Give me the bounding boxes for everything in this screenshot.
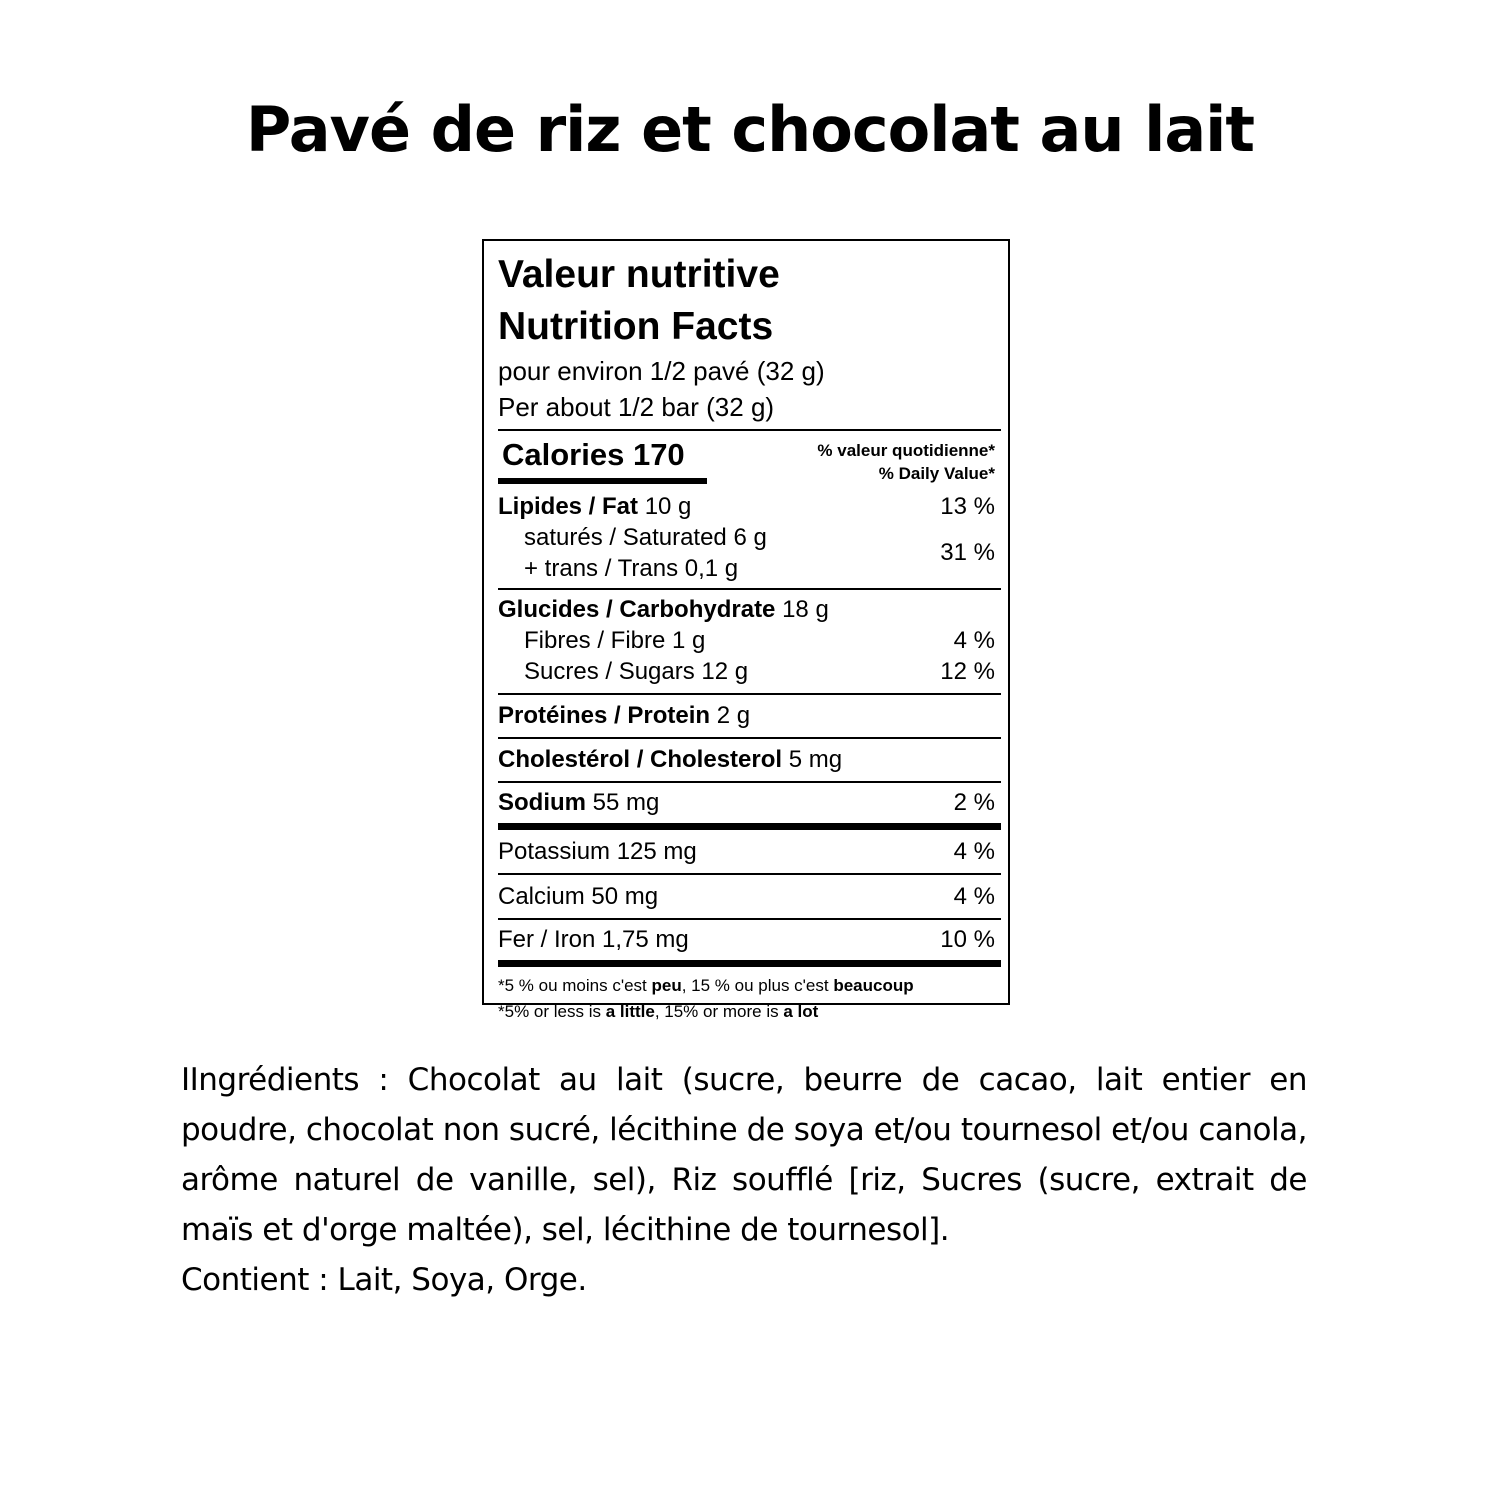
potassium-row <box>498 830 1001 873</box>
footnote-fr-text: , 15 % ou plus c'est <box>681 976 834 995</box>
sugars-dv: 12 % <box>940 658 995 685</box>
footnote-en-text: , 15% or more is <box>654 1002 784 1021</box>
saturated-row <box>498 522 1001 553</box>
sodium-label: Sodium <box>498 789 586 816</box>
iron-row <box>498 920 1001 960</box>
nutrition-heading-en: Nutrition Facts <box>498 305 774 348</box>
cholesterol-row <box>498 739 1001 781</box>
serving-size-fr: pour environ 1/2 pavé (32 g) <box>498 356 825 386</box>
calories-label: Calories 170 <box>502 437 685 472</box>
fibre-dv: 4 % <box>953 627 995 654</box>
nutrition-heading-fr: Valeur nutritive <box>498 253 780 296</box>
calcium-row <box>498 875 1001 918</box>
sugars-label: Sucres / Sugars 12 g <box>524 658 749 685</box>
allergens-text: Contient : Lait, Soya, Orge. <box>181 1262 587 1298</box>
fat-amount: 10 g <box>644 493 692 520</box>
footnote-fr-text: *5 % ou moins c'est <box>498 976 652 995</box>
divider <box>498 588 1001 590</box>
nutrition-facts-table <box>482 239 1010 1021</box>
protein-amount: 2 g <box>716 702 751 729</box>
sodium-row <box>498 783 1001 823</box>
footnote <box>498 967 1001 1025</box>
footnote-en <box>498 999 1001 1025</box>
potassium-label: Potassium 125 mg <box>498 838 697 865</box>
cholesterol-amount: 5 mg <box>788 746 843 773</box>
footnote-fr-bold: beaucoup <box>833 976 914 995</box>
iron-dv: 10 % <box>940 926 995 953</box>
daily-value-header <box>817 439 995 485</box>
divider-thick <box>498 960 1001 967</box>
sodium-dv: 2 % <box>953 789 995 816</box>
calcium-label: Calcium 50 mg <box>498 883 659 910</box>
fat-label: Lipides / Fat <box>498 493 639 520</box>
fibre-row <box>498 625 1001 656</box>
product-title: Pavé de riz et chocolat au lait <box>245 93 1255 166</box>
footnote-en-text: *5% or less is <box>498 1002 606 1021</box>
trans-row <box>498 539 1001 584</box>
daily-value-header-en: % Daily Value* <box>878 464 995 483</box>
fibre-label: Fibres / Fibre 1 g <box>524 627 706 654</box>
potassium-dv: 4 % <box>953 838 995 865</box>
fat-dv: 13 % <box>940 493 995 520</box>
calories-row <box>498 431 1001 493</box>
trans-label: + trans / Trans 0,1 g <box>524 555 739 582</box>
serving-size-en: Per about 1/2 bar (32 g) <box>498 392 775 422</box>
ingredients-text: IIngrédients : Chocolat au lait (sucre, beurre de cacao, lait entier en poudre, chocolat non sucré, lécithine de soya et/ou tournesol et/ou canola, arôme naturel de vanille, sel), Riz soufflé [riz, Sucres (sucre, extrait de maïs et d'orge maltée), sel, lécithine de tournesol]. <box>181 1062 1307 1248</box>
footnote-fr-bold: peu <box>651 976 682 995</box>
daily-value-header-fr: % valeur quotidienne* <box>817 441 995 460</box>
footnote-fr <box>498 973 1001 999</box>
protein-row <box>498 695 1001 737</box>
calcium-dv: 4 % <box>953 883 995 910</box>
protein-label: Protéines / Protein <box>498 702 711 729</box>
carbohydrate-amount: 18 g <box>782 596 829 623</box>
saturated-trans-dv: 31 % <box>940 539 995 566</box>
iron-label: Fer / Iron 1,75 mg <box>498 926 689 953</box>
sodium-amount: 55 mg <box>592 789 660 816</box>
carbohydrate-label: Glucides / Carbohydrate <box>498 596 776 623</box>
saturated-label: saturés / Saturated 6 g <box>524 524 767 551</box>
footnote-en-bold: a lot <box>783 1002 819 1021</box>
cholesterol-label: Cholestérol / Cholesterol <box>498 746 783 773</box>
divider-thick <box>498 823 1001 830</box>
carbohydrate-row <box>498 594 1001 625</box>
sugars-row <box>498 656 1001 687</box>
calories-underline <box>498 478 707 484</box>
fat-row <box>498 491 1001 522</box>
footnote-en-bold: a little <box>605 1002 655 1021</box>
